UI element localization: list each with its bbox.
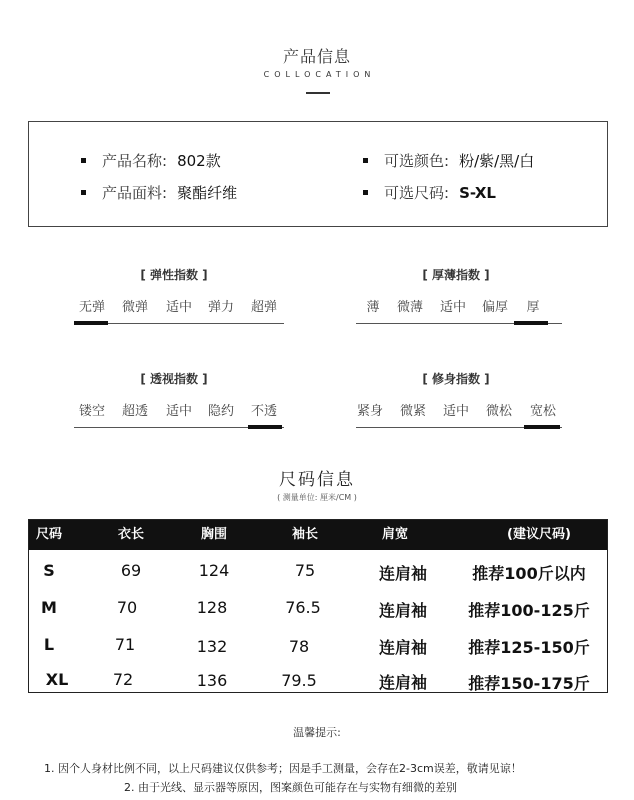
bullet-icon [363,190,368,195]
table-cell: 124 [198,561,230,580]
table-cell: 连肩袖 [378,638,428,657]
table-cell: 推荐125-150斤 [468,638,590,657]
info-item-name [81,150,221,171]
index-title: [ 透视指数 ] [140,372,208,386]
tips-title: 温馨提示: [293,726,341,739]
size-info-title: 尺码信息 [279,470,355,490]
info-value: S-XL [459,183,496,202]
bullet-icon [363,158,368,163]
column-header: 肩宽 [381,527,409,542]
product-info-subtitle: COLLOCATION [263,70,376,79]
column-header: 尺码 [35,527,63,542]
index-option: 超弹 [250,300,278,315]
index-option: 超透 [121,404,149,419]
index-option: 宽松 [529,404,557,419]
table-cell: 推荐150-175斤 [468,674,590,693]
product-info-title: 产品信息 [282,47,351,66]
tip-note: 1. 因个人身材比例不同，以上尺码建议仅供参考；因是手工测量，会存在2-3cm误差，敬请见谅！ [44,762,522,775]
table-cell: 连肩袖 [378,601,428,620]
table-cell: 128 [196,598,228,617]
index-option: 不透 [250,404,278,419]
info-label: 可选颜色: [384,152,450,170]
index-option: 微紧 [399,404,427,419]
table-cell: 75 [294,561,316,580]
table-cell: 69 [120,561,142,580]
info-label: 产品名称: [102,152,168,170]
index-option: 适中 [439,300,467,315]
info-label: 可选尺码: [384,184,450,202]
index-option: 紧身 [356,404,384,419]
index-option: 弹力 [207,300,235,315]
table-cell: 136 [196,671,228,690]
column-header: 胸围 [200,527,228,542]
tip-note: 2. 由于光线、显示器等原因，图案颜色可能存在与实物有细微的差别 [124,781,457,794]
index-option: 厚 [526,300,540,315]
table-header [29,520,607,550]
table-cell: 132 [196,637,228,656]
table-cell: 79.5 [281,671,317,690]
info-label: 产品面料: [102,184,168,202]
index-option: 隐约 [207,404,235,419]
index-option: 薄 [366,300,380,315]
index-title: [ 弹性指数 ] [140,268,208,282]
info-value: 聚酯纤维 [177,184,238,202]
info-item-fabric [81,182,237,203]
index-selected-marker [74,321,108,325]
table-cell-size: M [41,598,57,617]
table-cell: 71 [114,635,136,654]
table-cell: 推荐100-125斤 [468,601,590,620]
info-value: 粉/紫/黑/白 [459,152,535,170]
column-header: (建议尺码) [507,527,571,542]
index-selected-marker [248,425,282,429]
table-cell: 76.5 [285,598,321,617]
index-selected-marker [524,425,560,429]
info-value: 802款 [177,152,221,170]
index-option: 微弹 [121,300,149,315]
table-cell: 78 [288,637,310,656]
index-option: 适中 [165,300,193,315]
table-cell: 连肩袖 [378,564,428,583]
index-title: [ 修身指数 ] [422,372,490,386]
table-cell-size: XL [45,670,69,689]
table-cell-size: S [43,561,55,580]
index-selected-marker [514,321,548,325]
index-option: 适中 [442,404,470,419]
column-header: 袖长 [291,527,319,542]
column-header: 衣长 [117,527,145,542]
table-cell: 70 [116,598,138,617]
index-option: 无弹 [78,300,106,315]
index-option: 微松 [485,404,513,419]
table-cell: 72 [112,670,134,689]
table-cell-size: L [43,635,55,654]
title-divider [306,92,330,94]
index-option: 适中 [165,404,193,419]
index-option: 镂空 [78,404,106,419]
size-table [28,519,608,693]
table-cell: 连肩袖 [378,673,428,692]
info-item-colors [363,150,534,171]
index-title: [ 厚薄指数 ] [422,268,490,282]
bullet-icon [81,190,86,195]
index-option: 微薄 [396,300,424,315]
product-info-box [28,121,608,227]
size-info-unit: ( 测量单位: 厘米/CM ) [277,493,357,502]
info-item-sizes [363,182,496,203]
table-cell: 推荐100斤以内 [472,564,586,583]
bullet-icon [81,158,86,163]
index-option: 偏厚 [481,300,509,315]
